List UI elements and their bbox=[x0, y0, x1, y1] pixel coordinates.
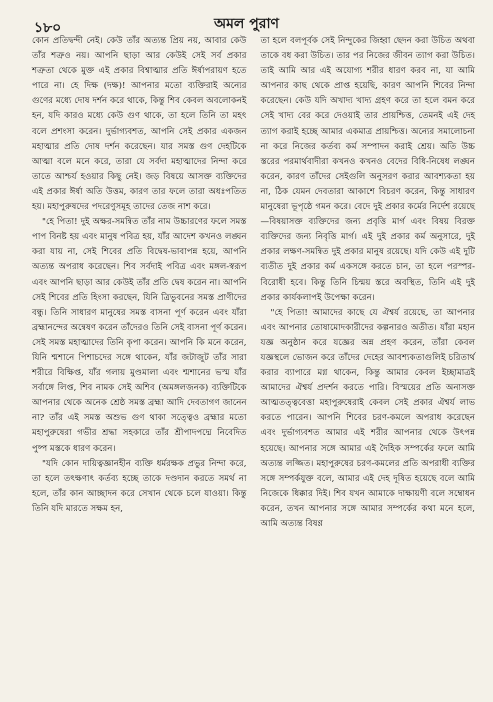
page-number: ১৮০ bbox=[34, 20, 62, 36]
left-column bbox=[32, 34, 247, 696]
right-column bbox=[261, 34, 476, 696]
book-title: অমল পুরাণ bbox=[214, 16, 279, 32]
paragraph: "হে পিতা! দুই অক্ষর-সমন্বিত তাঁর নাম উচ্চারণের ফলে সমস্ত পাপ বিনষ্ট হয় এবং মানুষ পবিত্র হয়, যাঁর আদেশ কখনও লঙ্ঘন করা যায় না, সেই শিবের প্রতি বিদ্বেষ-ভাবাপন্ন হয়ে, আপনি অত্যন্ত অপরাধ করেছেন। শিব সর্বদাই পবিত্র এবং মঙ্গল-স্বরূপ এবং আপনি ছাড়া আর কেউই তাঁর প্রতি দ্বেষ করেন না। আপনি সেই শিবের প্রতি হিংসা করছেন, যিনি ত্রিভুবনের সমস্ত প্রাণীদের বন্ধু। তিনি সাধারণ মানুষের সমস্ত বাসনা পূর্ণ করেন এবং যাঁরা ব্রহ্মানন্দের অন্বেষণ করেন তাঁদেরও তিনি সেই বাসনা পূর্ণ করেন। সেই সমস্ত মহাত্মাদের তিনি কৃপা করেন। আপনি কি মনে করেন, যিনি শ্মশানে পিশাচদের সঙ্গে থাকেন, যাঁর জটাজুট তাঁর সারা শরীরে বিক্ষিপ্ত, যাঁর গলায় মুণ্ডমালা এবং শ্মশানের ভস্ম যাঁর সর্বাঙ্গে লিপ্ত, শিব নামক সেই অশিব (অমঙ্গলজনক) ব্যক্তিটিকে আপনার থেকে অনেক শ্রেষ্ঠ সমস্ত ব্রহ্মা আদি দেবতাগণ জানেন না? তাঁর এই সমস্ত অশুভ গুণ থাকা সত্ত্বেও ব্রহ্মার মতো মহাপুরুষেরা গভীর শ্রদ্ধা সহকারে তাঁর শ্রীপাদপদ্মে নিবেদিত পুষ্প মস্তকে ধারণ করেন। bbox=[32, 217, 247, 454]
paragraph: তা হলে বলপূর্বক সেই নিন্দুকের জিহ্বা ছেদন করা উচিত অথবা তাকে বধ করা উচিত। তার পর নিজের জীবন ত্যাগ করা উচিত। তাই আমি আর এই অযোগ্য শরীর ধারণ করব না, যা আমি আপনার কাছ থেকে প্রাপ্ত হয়েছি, কারণ আপনি শিবের নিন্দা করেছেন। কেউ যদি অখাদ্য খাদ্য গ্রহণ করে তা হলে বমন করে সেই খাদ্য বের করে দেওয়াই তার প্রায়শ্চিত্ত, তেমনই এই দেহ ত্যাগ করাই হচ্ছে আমার একমাত্র প্রায়শ্চিত্ত। অন্যের সমালোচনা না করে নিজের কর্তব্য কর্ম সম্পাদন করাই শ্রেয়। অতি উচ্চ স্তরের পরমার্থবাদীরা কখনও কখনও বেদের বিধি-নিষেধ লঙ্ঘন করেন, কারণ তাঁদের সেইগুলি অনুসরণ করার আবশ্যকতা হয় না, ঠিক যেমন দেবতারা আকাশে বিচরণ করেন, কিন্তু সাধারণ মানুষেরা ভূপৃষ্ঠে গমন করে। বেদে দুই প্রকার কর্মের নির্দেশ রয়েছে—বিষয়াসক্ত ব্যক্তিদের জন্য প্রবৃত্তি মার্গ এবং বিষয় বিরক্ত ব্যক্তিদের জন্য নিবৃত্তি মার্গ। এই দুই প্রকার কর্ম অনুসারে, দুই প্রকার লক্ষণ-সমন্বিত দুই প্রকার মানুষ রয়েছে। যদি কেউ এই দুটি ব্যতীত দুই প্রকার কর্ম একসঙ্গে করতে চান, তা হলে পরস্পর-বিরোধী হবে। কিন্তু তিনি চিন্ময় স্তরে অবস্থিত, তিনি এই দুই প্রকার কার্যকলাপই উপেক্ষা করেন। bbox=[260, 36, 475, 303]
paragraph: "হে পিতা! আমাদের কাছে যে ঐশ্বর্য রয়েছে, তা আপনার এবং আপনার তোষামোদকারীদের কল্পনারও অতীত। যাঁরা মহান যজ্ঞ অনুষ্ঠান করে যজ্ঞের অন্ন প্রহণ করেন, তাঁরা কেবল যজ্ঞস্থলে ভোজন করে তাঁদের দেহের আবশ্যকতাগুলিই চরিতার্থ করার ব্যাপারে মগ্ন থাকেন, কিন্তু আমার কেবল ইচ্ছামাত্রই আমাদের ঐশ্বর্য প্রদর্শন করতে পারি। বিস্ময়ের প্রতি অনাসক্ত আত্মতত্ত্ববেত্তা মহাপুরুষেরাই কেবল সেই প্রকার ঐশ্বর্য লাভ করতে পারেন। আপনি শিবের চরণ-কমলে অপরাধ করেছেন এবং দুর্ভাগ্যবশত আমার এই শরীর আপনার থেকে উৎপন্ন হয়েছে। আপনার সঙ্গে আমার এই দৈহিক সম্পর্কের ফলে আমি অত্যন্ত লজ্জিত। মহাপুরুষের চরণ-কমলের প্রতি অপরাধী ব্যক্তির সঙ্গে সম্পর্কযুক্ত বলে, আমার এই দেহ দূষিত হয়েছে বলে আমি নিজেকে ধিক্কার দিই। শিব যখন আমাকে দাক্ষায়ণী বলে সম্বোধন করেন, তখন আপনার সঙ্গে আমার সম্পর্কের কথা মনে হলে, আমি অত্যন্ত বিষণ্ণ bbox=[260, 307, 475, 529]
paragraph: কোন প্রতিদ্বন্দী নেই। কেউ তাঁর অত্যন্ত প্রিয় নয়, আবার কেউ তাঁর শত্রুও নয়। আপনি ছাড়া আর কেউই সেই সর্ব প্রকার শত্রুতা থেকে মুক্ত এই প্রকার বিশ্বাত্মার প্রতি ঈর্ষাপরায়ণ হতে পারে না। হে দিক্ষ (দক্ষ)! আপনার মতো ব্যক্তিরাই অন্যের গুণের মধ্যে দোষ দর্শন করে থাকে, কিন্তু শিব কেবল অবলোকনই হন, যদি কারও মধ্যে কেউ গুণ থাকে, তা হলে তিনি তা মহৎ বলে প্রশংসা করেন। দুর্ভাগ্যবশত, আপনি সেই প্রকার একজন মহাত্মার প্রতি দোষ দর্শন করেছেন। যার সমস্ত গুণ দেহটিকে আত্মা বলে মনে করে, তারা যে সর্বদা মহাত্মাদের নিন্দা করে তাতে আশ্চর্য হওয়ার কিছু নেই। জড় বিষয়ে আসক্ত ব্যক্তিদের এই প্রকার ঈর্ষা অতি উত্তম, কারণ তার ফলে তারা অধঃপতিত হয়। মহাপুরুষদের পদরেণুসমূহ তাদের তেজ নাশ করে। bbox=[32, 36, 247, 213]
text-columns bbox=[32, 34, 475, 696]
page-header bbox=[0, 8, 493, 36]
paragraph: "যদি কোন দায়িত্বজ্ঞানহীন ব্যক্তি ধর্মরক্ষক প্রভুর নিন্দা করে, তা হলে তৎক্ষণাৎ কর্তব্য হচ্ছে তাকে দণ্ডদান করতে সমর্থ না হলে, তাঁর কান আচ্ছাদন করে সেখান থেকে চলে যাওয়া। কিন্তু তিনি যদি মারতে সক্ষম হন, bbox=[32, 458, 247, 514]
